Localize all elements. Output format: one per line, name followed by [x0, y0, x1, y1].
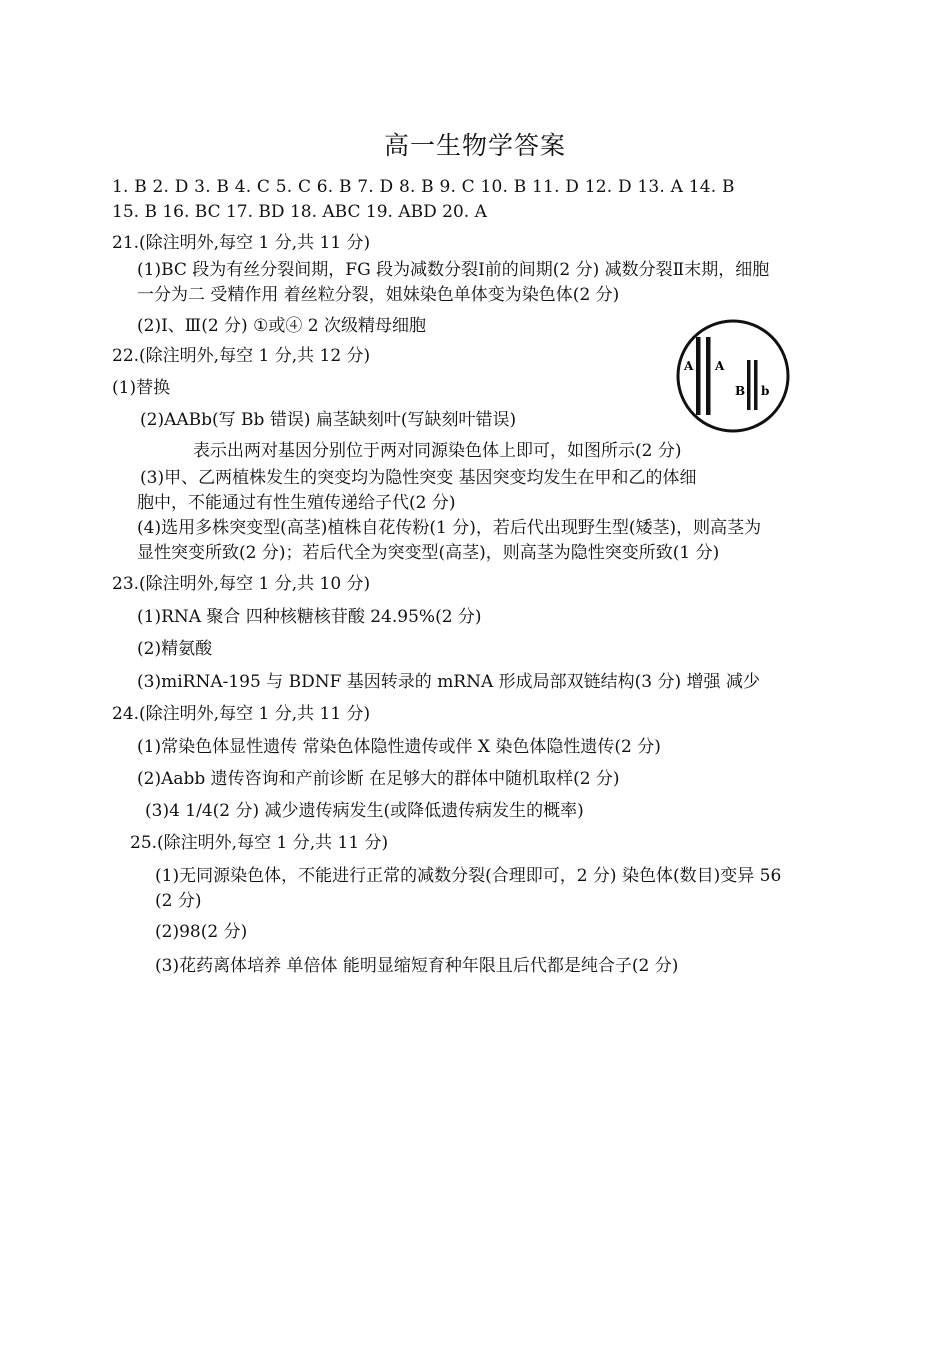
section-header: 22.(除注明外,每空 1 分,共 12 分) — [112, 346, 371, 366]
chromosome-bar — [754, 360, 758, 410]
gene-label: A — [715, 359, 725, 373]
answer-line: 显性突变所致(2 分)；若后代全为突变型(高茎)，则高茎为隐性突变所致(1 分) — [137, 543, 720, 563]
answer-line: 表示出两对基因分别位于两对同源染色体上即可，如图所示(2 分) — [193, 441, 682, 461]
chromosome-bar — [706, 337, 711, 415]
section-header: 24.(除注明外,每空 1 分,共 11 分) — [112, 704, 371, 724]
answer-line: (3)4 1/4(2 分) 减少遗传病发生(或降低遗传病发生的概率) — [145, 801, 584, 821]
chromosome-diagram — [675, 318, 791, 434]
answer-line: 15. B 16. BC 17. BD 18. ABC 19. ABD 20. A — [112, 202, 487, 222]
gene-label: b — [761, 384, 770, 398]
answer-line: (3)甲、乙两植株发生的突变均为隐性突变 基因突变均发生在甲和乙的体细 — [140, 468, 697, 488]
answer-line: (2)AABb(写 Bb 错误) 扁茎缺刻叶(写缺刻叶错误) — [140, 410, 517, 430]
gene-label: A — [684, 359, 694, 373]
section-header: 21.(除注明外,每空 1 分,共 11 分) — [112, 233, 371, 253]
answer-line: 1. B 2. D 3. B 4. C 5. C 6. B 7. D 8. B 9. C 10. B 11. D 12. D 13. A 14. B — [112, 177, 735, 197]
answer-line: (1)BC 段为有丝分裂间期，FG 段为减数分裂Ⅰ前的间期(2 分) 减数分裂Ⅱ末期，细胞 — [137, 260, 770, 280]
section-header: 23.(除注明外,每空 1 分,共 10 分) — [112, 574, 371, 594]
section-header: 25.(除注明外,每空 1 分,共 11 分) — [130, 833, 389, 853]
answer-line: 胞中，不能通过有性生殖传递给子代(2 分) — [137, 493, 456, 513]
answer-line: (2)98(2 分) — [155, 922, 248, 942]
gene-label: B — [735, 384, 746, 398]
answer-line: (1)替换 — [112, 378, 171, 398]
answer-line: (2)Aabb 遗传咨询和产前诊断 在足够大的群体中随机取样(2 分) — [137, 769, 620, 789]
answer-line: (2)精氨酸 — [137, 639, 213, 659]
answer-line: (1)常染色体显性遗传 常染色体隐性遗传或伴 X 染色体隐性遗传(2 分) — [137, 737, 661, 757]
cell-outline — [678, 321, 788, 431]
chromosome-bar — [747, 360, 751, 410]
answer-line: (1)RNA 聚合 四种核糖核苷酸 24.95%(2 分) — [137, 607, 482, 627]
answer-line: (4)选用多株突变型(高茎)植株自花传粉(1 分)，若后代出现野生型(矮茎)，则高茎为 — [137, 518, 762, 538]
answer-line: (2 分) — [155, 891, 202, 911]
answer-line: 一分为二 受精作用 着丝粒分裂，姐妹染色单体变为染色体(2 分) — [137, 285, 620, 305]
answer-line: (3)花药离体培养 单倍体 能明显缩短育种年限且后代都是纯合子(2 分) — [155, 956, 679, 976]
chromosome-bar — [696, 337, 701, 415]
page-title: 高一生物学答案 — [383, 131, 566, 160]
answer-line: (2)Ⅰ、Ⅲ(2 分) ①或④ 2 次级精母细胞 — [137, 316, 426, 336]
answer-line: (1)无同源染色体，不能进行正常的减数分裂(合理即可，2 分) 染色体(数目)变异 56 — [155, 866, 782, 886]
answer-line: (3)miRNA-195 与 BDNF 基因转录的 mRNA 形成局部双链结构(3 分) 增强 减少 — [137, 672, 760, 692]
